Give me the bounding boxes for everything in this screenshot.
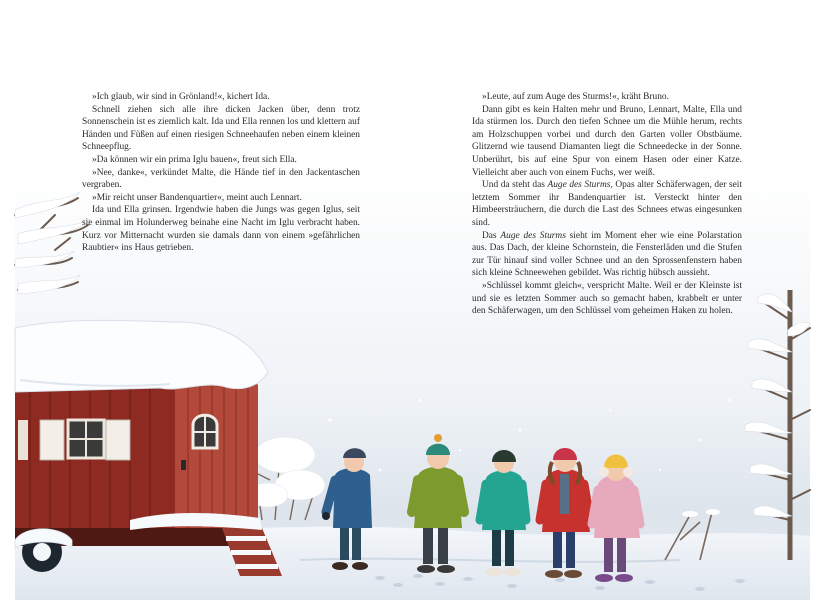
- paragraph: »Da können wir ein prima Iglu bauen«, freut sich Ella.: [92, 154, 297, 165]
- text-run: Das: [482, 230, 501, 241]
- paragraph: »Nee, danke«, verkündet Malte, die Hände tief in den Jackentaschen vergraben.: [82, 167, 360, 191]
- paragraph: »Leute, auf zum Auge des Sturms!«, kräht Bruno.: [482, 92, 669, 102]
- book-title-italic: Auge des Sturms: [547, 180, 611, 191]
- paragraph: [472, 179, 742, 229]
- paragraph: »Ich glaub, wir sind in Grönland!«, kichert Ida.: [92, 92, 270, 102]
- text-run: Und da steht das: [482, 180, 548, 191]
- paragraph: Schnell ziehen sich alle ihre dicken Jacken über, denn trotz Sonnenschein ist es ziemlich kalt. Ida und Ella rennen los und klettern auf Händen und Füßen auf einen riesigen Schneehaufen neben einem kleinen Schneepflug.: [82, 104, 360, 153]
- left-page-text: [82, 91, 360, 255]
- paragraph: Dann gibt es kein Halten mehr und Bruno, Lennart, Malte, Ella und Ida stürmen los. Durch den tiefen Schnee um die Mühle herum, rechts am Holzschuppen vorbei und durch den Garten voller Obstbäume. Glitzernd wie tausend Diamanten liegt die Schneedecke in der Sonne. Unberührt, bis auf eine Spur von einem Hasen oder einer Katze. Vielleicht aber auch von einem Fuchs, wer weiß.: [472, 104, 742, 178]
- paragraph: »Mir reicht unser Bandenquartier«, meint auch Lennart.: [92, 192, 302, 203]
- text-run: , Opas alter Schäferwagen, der seit letztem Sommer ihr Bandenquartier ist. Versteckt hinter den Himbeersträuchern, die durch die Last des Schnees etwas eingesunken sind.: [472, 180, 742, 228]
- shepherd-wagon: [15, 320, 282, 576]
- text-run: sieht im Moment eher wie eine Polarstation aus. Das Dach, der kleine Schornstein, die Fensterläden und die Stufen zur Tür hinauf sind voller Schnee und an den Sprossenfenstern haben sich kleine Schneewehen gebildet. Was richtig hübsch aussieht.: [472, 230, 742, 279]
- paragraph: [472, 230, 742, 280]
- book-title-italic: Auge des Sturms: [500, 230, 566, 241]
- paragraph: Ida und Ella grinsen. Irgendwie haben die Jungs was gegen Iglus, seit sie einmal im Holunderweg beinahe eine Nacht im Iglu verbracht haben. Kurz vor Mitternacht wurden sie damals dann von einem »gefährlichen Raubtier« ins Haus getrieben.: [82, 205, 360, 254]
- right-page-text: [472, 91, 742, 318]
- paragraph: »Schlüssel kommt gleich«, verspricht Malte. Weil er der Kleinste ist und sie es letzten Sommer auch so gemacht haben, krabbelt er unter den Schäferwagen, um den Schlüssel vom geheimen Haken zu holen.: [472, 280, 742, 317]
